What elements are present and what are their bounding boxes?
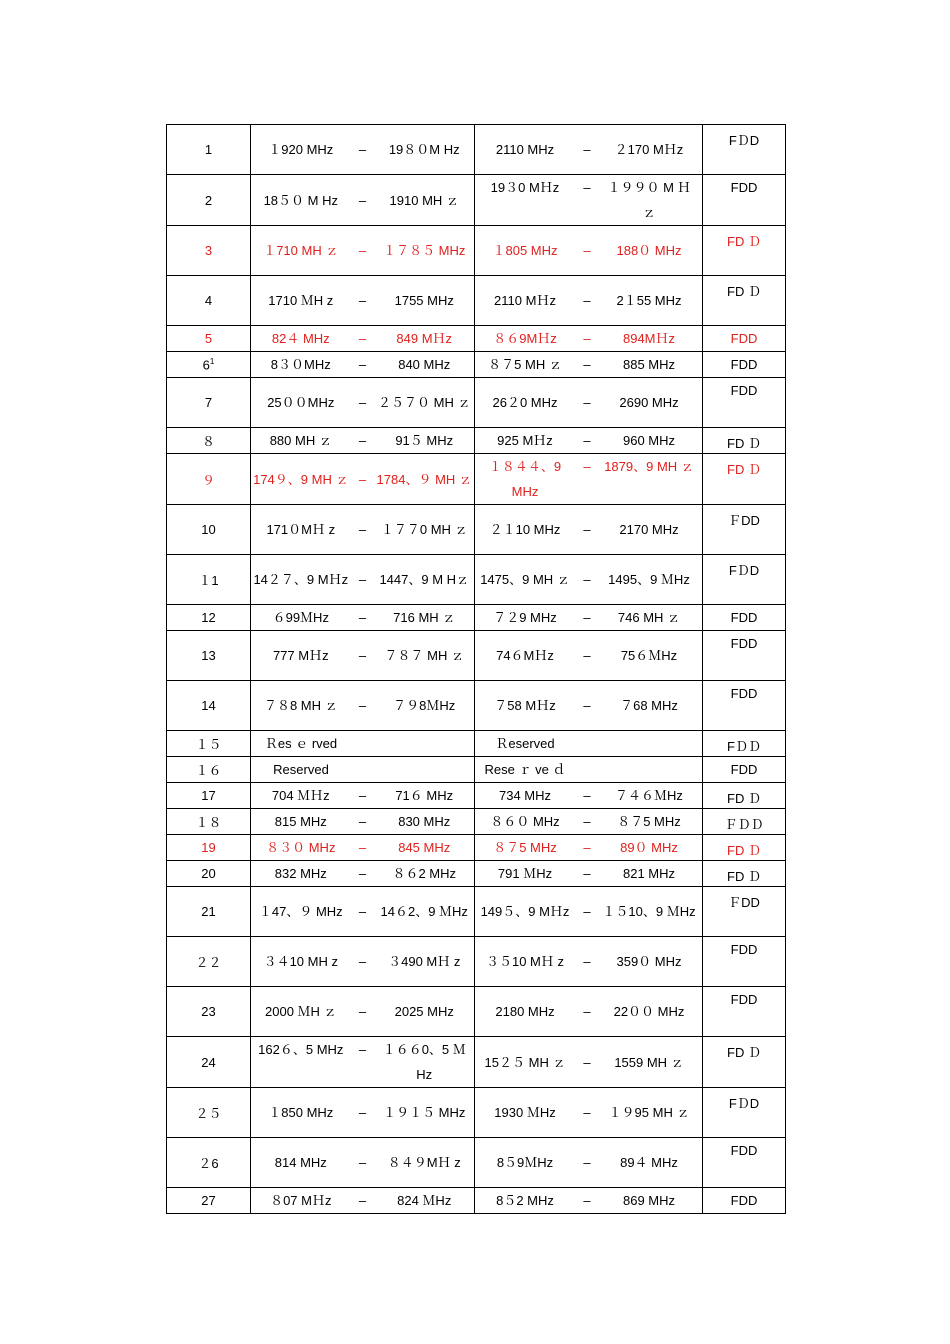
downlink-range	[475, 1037, 703, 1088]
uplink-range	[251, 631, 475, 681]
uplink-range	[251, 555, 475, 605]
duplex-mode: FD Ｄ	[703, 226, 786, 276]
dl-low-freq: １805 MHz	[492, 243, 558, 258]
table-row	[167, 226, 786, 276]
band-number: $6^1$	[167, 352, 251, 378]
dl-low-freq: ８６9MＨz	[493, 331, 557, 346]
ul-high-freq: 849 MＨz	[396, 331, 453, 346]
ul-range-dash: –	[358, 331, 367, 346]
dl-low-freq: Ｒeserved	[495, 736, 555, 751]
dl-range-dash: –	[583, 522, 591, 537]
table-row	[167, 454, 786, 505]
dl-range-dash: –	[583, 648, 591, 663]
dl-high-freq: 2690 MHz	[619, 395, 679, 410]
ul-range-dash: –	[358, 357, 367, 372]
ul-high-freq: １７８５ MHz	[383, 243, 466, 258]
table-row	[167, 681, 786, 731]
ul-range-dash: –	[358, 395, 367, 410]
dl-high-freq: 894MＨz	[622, 331, 676, 346]
band-number: 23	[167, 987, 251, 1037]
duplex-mode: FDD	[703, 1138, 786, 1188]
ul-low-freq: ６99ＭHz	[272, 610, 329, 625]
duplex-mode: FDD	[703, 1188, 786, 1214]
dl-range-dash: –	[583, 357, 591, 372]
duplex-mode: FDD	[703, 757, 786, 783]
table-body	[167, 125, 786, 1214]
ul-low-freq: 832 MHz	[274, 866, 327, 881]
dl-high-freq: 885 MHz	[622, 357, 676, 372]
downlink-range	[475, 175, 703, 226]
uplink-range	[251, 605, 475, 631]
ul-range-dash: –	[358, 814, 367, 829]
dl-high-freq: １９９０ M Ｈｚ	[607, 180, 691, 220]
uplink-range	[251, 175, 475, 226]
ul-range-dash: –	[358, 243, 367, 258]
dl-low-freq: 925 MＨz	[497, 433, 553, 448]
ul-range-dash: –	[358, 866, 367, 881]
dl-range-dash: –	[583, 395, 591, 410]
uplink-range	[251, 454, 475, 505]
band-number: 4	[167, 276, 251, 326]
ul-low-freq: 2000 ＭH ｚ	[265, 1004, 337, 1019]
dl-range-dash: –	[583, 1193, 591, 1208]
uplink-range	[251, 937, 475, 987]
ul-high-freq: １６６0、5 ＭHz	[382, 1042, 466, 1082]
downlink-range	[475, 987, 703, 1037]
band-number: 1	[167, 125, 251, 175]
duplex-mode: FD Ｄ	[703, 428, 786, 454]
dl-range-dash: –	[583, 698, 591, 713]
uplink-range	[251, 428, 475, 454]
table-row	[167, 175, 786, 226]
downlink-range	[475, 937, 703, 987]
dl-low-freq: 2110 MHz	[495, 142, 555, 157]
band-number: １８	[167, 809, 251, 835]
band-number: ２２	[167, 937, 251, 987]
dl-low-freq: 2180 MHz	[495, 1004, 555, 1019]
ul-low-freq: ８07 MＨz	[270, 1193, 332, 1208]
ul-high-freq: 91５ MHz	[395, 433, 454, 448]
dl-low-freq: 1930 ＭHz	[494, 1105, 556, 1120]
dl-high-freq: 75６ＭHz	[620, 648, 678, 663]
downlink-range	[475, 428, 703, 454]
downlink-range	[475, 1138, 703, 1188]
ul-high-freq: ７９8ＭHz	[393, 698, 456, 713]
ul-high-freq: 2025 MHz	[394, 1004, 454, 1019]
duplex-mode: FDD	[703, 681, 786, 731]
dl-range-dash: –	[583, 610, 591, 625]
table-row	[167, 1088, 786, 1138]
dl-range-dash: –	[583, 866, 591, 881]
duplex-mode: FD Ｄ	[703, 835, 786, 861]
dl-high-freq: 188０ MHz	[616, 243, 682, 258]
band-number: ８	[167, 428, 251, 454]
dl-low-freq: Rese ｒ ve ｄ	[484, 762, 566, 777]
duplex-mode: FＤD	[703, 555, 786, 605]
dl-high-freq: 359０ MHz	[616, 954, 682, 969]
dl-range-dash: –	[583, 243, 591, 258]
ul-low-freq: 171０MＨ z	[266, 522, 336, 537]
band-number: 24	[167, 1037, 251, 1088]
ul-low-freq: 25００MHz	[267, 395, 335, 410]
table-row	[167, 887, 786, 937]
duplex-mode: FDD	[703, 352, 786, 378]
table-row	[167, 987, 786, 1037]
dl-low-freq: ８６０ MHz	[490, 814, 560, 829]
ul-high-freq: ７８７ MH ｚ	[384, 648, 464, 663]
dl-low-freq: ８７5 MHz	[493, 840, 557, 855]
dl-high-freq: １５10、9 ＭHz	[602, 904, 696, 919]
ul-low-freq: 880 MH ｚ	[269, 433, 332, 448]
ul-high-freq: 71６ MHz	[395, 788, 454, 803]
table-row	[167, 125, 786, 175]
band-number: １６	[167, 757, 251, 783]
dl-range-dash: –	[583, 293, 591, 308]
uplink-range	[251, 352, 475, 378]
uplink-range	[251, 276, 475, 326]
table-row	[167, 835, 786, 861]
band-frequency-table	[166, 124, 786, 1214]
duplex-mode: ＦDD	[703, 505, 786, 555]
uplink-range	[251, 987, 475, 1037]
ul-high-freq: 14６2、9 ＭHz	[380, 904, 468, 919]
dl-range-dash: –	[583, 572, 591, 587]
dl-high-freq: 22００ MHz	[613, 1004, 685, 1019]
ul-low-freq: 814 MHz	[274, 1155, 327, 1170]
downlink-range	[475, 757, 703, 783]
ul-range-dash: –	[358, 840, 367, 855]
ul-high-freq: ８４９MＨ z	[387, 1155, 461, 1170]
dl-low-freq: 8５9ＭHz	[496, 1155, 554, 1170]
ul-high-freq: 830 MHz	[398, 814, 451, 829]
downlink-range	[475, 783, 703, 809]
dl-high-freq: 1559 MH ｚ	[614, 1054, 684, 1070]
dl-high-freq: 2170 MHz	[619, 522, 679, 537]
ul-low-freq: １920 MHz	[268, 142, 334, 157]
ul-range-dash: –	[358, 433, 367, 448]
dl-low-freq: 2110 MＨz	[494, 293, 556, 308]
ul-low-freq: 777 MＨz	[272, 648, 329, 663]
downlink-range	[475, 605, 703, 631]
ul-range-dash: –	[358, 698, 367, 713]
uplink-range	[251, 1088, 475, 1138]
downlink-range	[475, 1188, 703, 1214]
ul-range-dash: –	[358, 954, 367, 969]
dl-high-freq: ７４６ＭHz	[615, 788, 683, 803]
downlink-range	[475, 861, 703, 887]
band-number: ２6	[167, 1138, 251, 1188]
dl-range-dash: –	[583, 954, 591, 969]
uplink-range	[251, 1138, 475, 1188]
table-row	[167, 631, 786, 681]
ul-range-dash: –	[358, 1155, 367, 1170]
ul-high-freq: ８６2 MHz	[392, 866, 457, 881]
table-row	[167, 352, 786, 378]
ul-low-freq: Reserved	[273, 762, 329, 777]
dl-range-dash: –	[583, 142, 591, 157]
table-row	[167, 555, 786, 605]
band-number: 17	[167, 783, 251, 809]
dl-low-freq: ７58 MＨz	[494, 698, 556, 713]
table-row	[167, 937, 786, 987]
duplex-mode: FDD	[703, 326, 786, 352]
uplink-range	[251, 505, 475, 555]
dl-low-freq: 8５2 MHz	[496, 1193, 554, 1208]
table-row	[167, 861, 786, 887]
dl-high-freq: 746 MH ｚ	[617, 610, 681, 625]
table-row	[167, 783, 786, 809]
band-number: 19	[167, 835, 251, 861]
table-row	[167, 1037, 786, 1088]
downlink-range	[475, 378, 703, 428]
dl-low-freq: 26２0 MHz	[492, 395, 558, 410]
band-number: ２５	[167, 1088, 251, 1138]
dl-range-dash: –	[583, 459, 591, 474]
dl-range-dash: –	[583, 1054, 591, 1070]
ul-range-dash: –	[358, 293, 367, 308]
dl-high-freq: 869 MHz	[622, 1193, 676, 1208]
ul-high-freq: 19８０M Hz	[388, 142, 460, 157]
downlink-range	[475, 1088, 703, 1138]
ul-high-freq: 716 MH ｚ	[393, 610, 456, 625]
ul-low-freq: 815 MHz	[274, 814, 327, 829]
ul-range-dash: –	[358, 471, 367, 487]
dl-low-freq: ３５10 MＨ z	[485, 954, 564, 969]
uplink-range	[251, 887, 475, 937]
dl-high-freq: 960 MHz	[622, 433, 676, 448]
dl-high-freq: 89４ MHz	[620, 1155, 678, 1170]
duplex-mode: FＤD	[703, 125, 786, 175]
dl-range-dash: –	[583, 1155, 591, 1170]
dl-high-freq: ８７5 MHz	[617, 814, 681, 829]
duplex-mode: FDD	[703, 378, 786, 428]
downlink-range	[475, 809, 703, 835]
ul-high-freq: 1755 MHz	[394, 293, 454, 308]
uplink-range	[251, 125, 475, 175]
band-number: １1	[167, 555, 251, 605]
duplex-mode: FDD	[703, 987, 786, 1037]
downlink-range	[475, 731, 703, 757]
band-number: １５	[167, 731, 251, 757]
dl-range-dash: –	[583, 433, 591, 448]
ul-high-freq: 1910 MH ｚ	[389, 192, 459, 208]
duplex-mode: FDD	[703, 605, 786, 631]
duplex-mode: FDD	[703, 175, 786, 226]
band-number: 20	[167, 861, 251, 887]
dl-low-freq: ７２9 MHz	[493, 610, 557, 625]
dl-low-freq: 15２５ MH ｚ	[484, 1054, 566, 1070]
duplex-mode: FＤD	[703, 1088, 786, 1138]
ul-high-freq: 824 ＭHz	[397, 1193, 452, 1208]
downlink-range	[475, 681, 703, 731]
dl-high-freq: ７68 MHz	[620, 698, 678, 713]
uplink-range	[251, 731, 475, 757]
ul-high-freq: １９１５ MHz	[383, 1105, 466, 1120]
table-row	[167, 605, 786, 631]
table-row	[167, 505, 786, 555]
duplex-mode: FD Ｄ	[703, 1037, 786, 1088]
band-number: 27	[167, 1188, 251, 1214]
ul-high-freq: １７７0 MH ｚ	[380, 522, 468, 537]
footnote-marker: 1	[209, 356, 215, 366]
uplink-range	[251, 226, 475, 276]
dl-high-freq: 1495、9 ＭHz	[608, 572, 690, 587]
duplex-mode: FD Ｄ	[703, 783, 786, 809]
duplex-mode: FＤＤ	[703, 731, 786, 757]
band-number: 14	[167, 681, 251, 731]
duplex-mode: FD Ｄ	[703, 861, 786, 887]
uplink-range	[251, 835, 475, 861]
downlink-range	[475, 555, 703, 605]
downlink-range	[475, 326, 703, 352]
dl-high-freq: １９95 MH ｚ	[608, 1105, 690, 1120]
duplex-mode: ＦDD	[703, 887, 786, 937]
ul-low-freq: １710 MH ｚ	[263, 243, 339, 258]
ul-low-freq: 82４ MHz	[271, 331, 330, 346]
uplink-range	[251, 1188, 475, 1214]
uplink-range	[251, 681, 475, 731]
dl-high-freq: 1879、9 MH ｚ	[604, 459, 694, 474]
ul-range-dash: –	[358, 648, 367, 663]
table-row	[167, 809, 786, 835]
dl-range-dash: –	[583, 788, 591, 803]
duplex-mode: FDD	[703, 631, 786, 681]
ul-low-freq: ８３０ MHz	[266, 840, 336, 855]
dl-high-freq: 821 MHz	[622, 866, 676, 881]
band-number: 10	[167, 505, 251, 555]
table-row	[167, 1188, 786, 1214]
ul-low-freq: １47、９ MHz	[258, 904, 343, 919]
ul-low-freq: 162６、5 MHz	[258, 1042, 344, 1057]
dl-low-freq: 734 MHz	[498, 788, 552, 803]
downlink-range	[475, 631, 703, 681]
dl-range-dash: –	[583, 1105, 591, 1120]
duplex-mode: FDD	[703, 937, 786, 987]
downlink-range	[475, 352, 703, 378]
ul-range-dash: –	[358, 572, 367, 587]
downlink-range	[475, 276, 703, 326]
ul-high-freq: 845 MHz	[398, 840, 451, 855]
uplink-range	[251, 809, 475, 835]
dl-low-freq: 74６MＨz	[496, 648, 554, 663]
dl-range-dash: –	[583, 904, 591, 919]
duplex-mode: ＦＤＤ	[703, 809, 786, 835]
dl-low-freq: １８４４、9 MHz	[488, 459, 562, 499]
dl-low-freq: ８７5 MH ｚ	[488, 357, 562, 372]
downlink-range	[475, 505, 703, 555]
ul-low-freq: 174９、9 MH ｚ	[253, 471, 349, 487]
uplink-range	[251, 326, 475, 352]
band-number: 5	[167, 326, 251, 352]
ul-low-freq: １850 MHz	[268, 1105, 334, 1120]
ul-high-freq: 840 MHz	[398, 357, 451, 372]
dl-low-freq: 149５、9 MＨz	[480, 904, 570, 919]
ul-range-dash: –	[358, 142, 367, 157]
ul-low-freq: ７８8 MH ｚ	[263, 698, 338, 713]
band-number: 7	[167, 378, 251, 428]
ul-low-freq: 18５０ M Hz	[263, 192, 338, 208]
ul-high-freq: ３490 MＨ z	[388, 954, 461, 969]
ul-low-freq: 14２７、9 MＨz	[253, 572, 349, 587]
dl-high-freq: ２170 MＨz	[614, 142, 684, 157]
ul-range-dash: –	[358, 1004, 367, 1019]
dl-low-freq: ２１10 MHz	[489, 522, 561, 537]
ul-range-dash: –	[358, 1193, 367, 1208]
band-number: 3	[167, 226, 251, 276]
band-number: ９	[167, 454, 251, 505]
uplink-range	[251, 861, 475, 887]
ul-low-freq: Ｒes ｅ rved	[264, 736, 338, 751]
duplex-mode: FD Ｄ	[703, 276, 786, 326]
uplink-range	[251, 757, 475, 783]
band-number: 13	[167, 631, 251, 681]
ul-low-freq: 1710 ＭH z	[268, 293, 334, 308]
ul-range-dash: –	[358, 904, 367, 919]
downlink-range	[475, 226, 703, 276]
table-row	[167, 757, 786, 783]
downlink-range	[475, 887, 703, 937]
ul-low-freq: ３４10 MH z	[263, 954, 338, 969]
table-row	[167, 276, 786, 326]
table-row	[167, 1138, 786, 1188]
ul-high-freq: 1784、９ MH ｚ	[376, 471, 472, 487]
dl-range-dash: –	[583, 180, 591, 195]
uplink-range	[251, 1037, 475, 1088]
band-number: 21	[167, 887, 251, 937]
dl-high-freq: 89０ MHz	[620, 840, 678, 855]
dl-range-dash: –	[583, 814, 591, 829]
ul-low-freq: 704 ＭＨz	[271, 788, 330, 803]
dl-range-dash: –	[583, 331, 591, 346]
dl-range-dash: –	[583, 840, 591, 855]
band-number: 2	[167, 175, 251, 226]
ul-range-dash: –	[358, 1042, 367, 1057]
dl-range-dash: –	[583, 1004, 591, 1019]
downlink-range	[475, 125, 703, 175]
uplink-range	[251, 378, 475, 428]
ul-high-freq: ２５７０ MH ｚ	[378, 395, 471, 410]
dl-low-freq: 19３0 MＨz	[490, 180, 560, 195]
dl-high-freq: 2１55 MHz	[616, 293, 682, 308]
ul-range-dash: –	[358, 192, 367, 208]
downlink-range	[475, 835, 703, 861]
ul-range-dash: –	[358, 1105, 367, 1120]
uplink-range	[251, 783, 475, 809]
ul-low-freq: 8３０MHz	[270, 357, 331, 372]
table-row	[167, 378, 786, 428]
band-number: 12	[167, 605, 251, 631]
downlink-range	[475, 454, 703, 505]
table-row	[167, 731, 786, 757]
ul-high-freq: 1447、9 M Hｚ	[379, 572, 470, 587]
table-row	[167, 428, 786, 454]
ul-range-dash: –	[358, 788, 367, 803]
dl-low-freq: 791 ＭHz	[497, 866, 553, 881]
table-row	[167, 326, 786, 352]
dl-low-freq: 1475、9 MH ｚ	[480, 572, 570, 587]
ul-range-dash: –	[358, 610, 367, 625]
duplex-mode: FD Ｄ	[703, 454, 786, 505]
ul-range-dash: –	[358, 522, 367, 537]
